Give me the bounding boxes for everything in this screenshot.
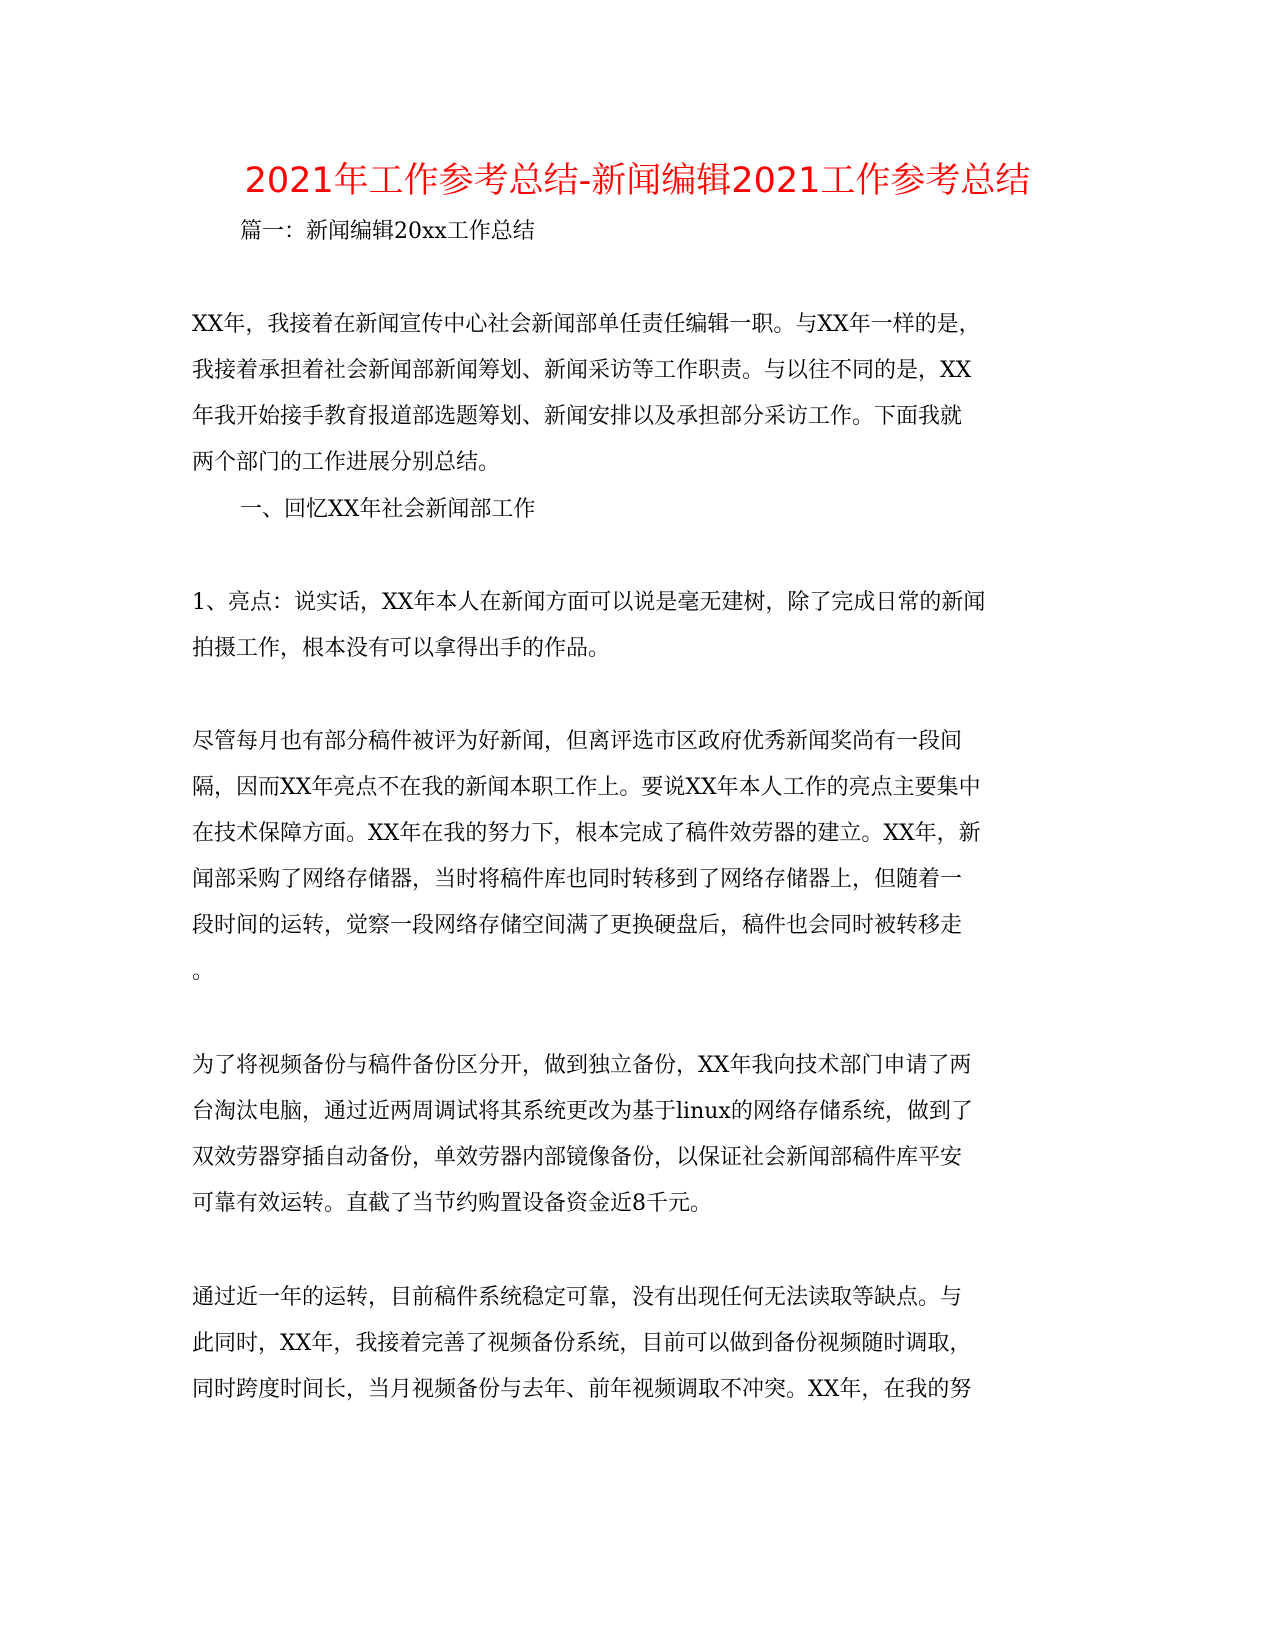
paragraph-line: 1、亮点：说实话，XX年本人在新闻方面可以说是毫无建树，除了完成日常的新闻	[192, 590, 986, 615]
paragraph-line: 。	[192, 959, 215, 984]
paragraph-line: 可靠有效运转。直截了当节约购置设备资金近8千元。	[192, 1191, 712, 1216]
paragraph-line: 我接着承担着社会新闻部新闻筹划、新闻采访等工作职责。与以往不同的是，XX	[192, 358, 972, 383]
paragraph-line: 隔，因而XX年亮点不在我的新闻本职工作上。要说XX年本人工作的亮点主要集中	[192, 775, 981, 800]
paragraph-line: 在技术保障方面。XX年在我的努力下，根本完成了稿件效劳器的建立。XX年，新	[192, 821, 981, 846]
paragraph-line: 台淘汰电脑，通过近两周调试将其系统更改为基于linux的网络存储系统，做到了	[192, 1099, 973, 1124]
paragraph-line: 同时跨度时间长，当月视频备份与去年、前年视频调取不冲突。XX年，在我的努	[192, 1377, 972, 1402]
paragraph-5	[192, 1275, 1072, 1413]
paragraph-line: 通过近一年的运转，目前稿件系统稳定可靠，没有出现任何无法读取等缺点。与	[192, 1285, 963, 1310]
paragraph-2	[192, 580, 1072, 672]
paragraph-line: 尽管每月也有部分稿件被评为好新闻，但离评选市区政府优秀新闻奖尚有一段间	[192, 729, 963, 754]
paragraph-line: 为了将视频备份与稿件备份区分开，做到独立备份，XX年我向技术部门申请了两	[192, 1053, 972, 1078]
paragraph-line: 拍摄工作，根本没有可以拿得出手的作品。	[192, 636, 611, 661]
paragraph-line: 年我开始接手教育报道部选题筹划、新闻安排以及承担部分采访工作。下面我就	[192, 404, 963, 429]
paragraph-line: XX年，我接着在新闻宣传中心社会新闻部单任责任编辑一职。与XX年一样的是，	[192, 312, 981, 337]
paragraph-line: 段时间的运转，觉察一段网络存储空间满了更换硬盘后，稿件也会同时被转移走	[192, 913, 963, 938]
paragraph-line: 双效劳器穿插自动备份，单效劳器内部镜像备份，以保证社会新闻部稿件库平安	[192, 1145, 963, 1170]
paragraph-1	[192, 302, 1072, 486]
paragraph-line: 闻部采购了网络存储器，当时将稿件库也同时转移到了网络存储器上，但随着一	[192, 867, 963, 892]
paragraph-line: 两个部门的工作进展分别总结。	[192, 450, 501, 475]
document-title: 2021年工作参考总结-新闻编辑2021工作参考总结	[244, 161, 1031, 201]
paragraph-4	[192, 1043, 1072, 1227]
paragraph-3	[192, 719, 1072, 995]
chapter-heading: 篇一：新闻编辑20xx工作总结	[240, 219, 535, 244]
paragraph-line: 此同时，XX年，我接着完善了视频备份系统，目前可以做到备份视频随时调取，	[192, 1331, 972, 1356]
section-heading: 一、回忆XX年社会新闻部工作	[240, 497, 536, 522]
